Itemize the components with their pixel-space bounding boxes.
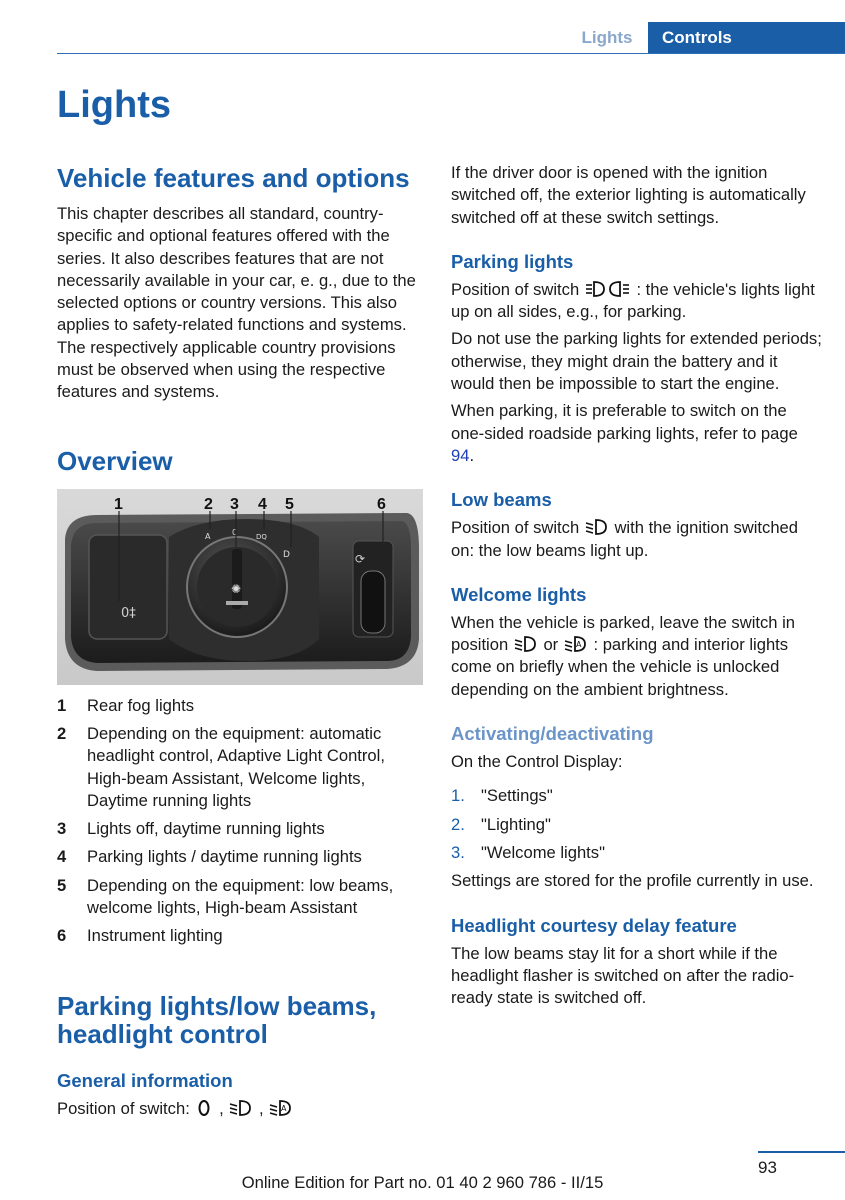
page-link[interactable]: 94 xyxy=(451,445,470,465)
low-beam-icon xyxy=(228,1099,254,1117)
paragraph-vehicle-features: This chapter describes all standard, country-specific and optional features offered with the series. It also describes features that are not necessarily available in your car, e. g., due to the selected options or country versions. This also applies to safety-related functions and systems. The respectively applicable country provisions must be observed when using the respective features and systems. xyxy=(57,204,416,402)
paragraph-courtesy-delay: The low beams stay lit for a short while if the headlight flasher is switched on after the radio-ready state is switched off. xyxy=(451,943,795,1008)
parking-pre: Position of switch xyxy=(451,279,580,299)
lights-off-icon xyxy=(194,1099,214,1117)
paragraph-driver-door: If the driver door is opened with the ignition switched off, the exterior lighting is automatically switched off at these switch settings. xyxy=(451,163,806,227)
paragraph-control-display: On the Control Display: xyxy=(451,752,623,772)
step-item xyxy=(451,842,823,864)
legend-item xyxy=(57,695,425,717)
step-item xyxy=(451,785,823,807)
photo-label-4: 4 xyxy=(258,495,267,513)
parking-post: : the vehicle's lights light up on all sides, e.g., for parking. xyxy=(451,279,815,322)
legend-number: 2 xyxy=(57,723,67,743)
photo-label-6: 6 xyxy=(377,495,386,513)
step-number: 2. xyxy=(451,814,465,834)
paragraph-parking-battery: Do not use the parking lights for extended periods; otherwise, they might drain the battery and it would then be impossible to start the engine. xyxy=(451,329,822,394)
heading-welcome-lights: Welcome lights xyxy=(451,583,587,605)
auto-headlight-icon xyxy=(563,635,589,653)
welcome-a: When the vehicle is parked, leave the switch in position xyxy=(451,612,796,655)
paragraph-general-information xyxy=(57,1098,425,1120)
legend-text: Rear fog lights xyxy=(87,695,194,715)
general-prefix: Position of switch: xyxy=(57,1098,190,1118)
paragraph-welcome-lights xyxy=(451,612,823,701)
general-sep: , xyxy=(258,1098,264,1118)
heading-low-beams: Low beams xyxy=(451,489,552,511)
heading-activating: Activating/deactivating xyxy=(451,723,654,745)
svg-text:⟳: ⟳ xyxy=(355,551,366,566)
step-text: "Welcome lights" xyxy=(481,842,605,862)
steps-list xyxy=(451,785,823,864)
legend-item xyxy=(57,925,425,947)
legend-text: Depending on the equipment: automatic headlight control, Adaptive Light Control, High-beam Assistant, Welcome lights, Daytime running lights xyxy=(87,723,385,810)
svg-text:DQ: DQ xyxy=(256,532,267,541)
left-column xyxy=(57,160,425,1120)
header-chapter-tab: Controls xyxy=(648,22,845,54)
low-post: with the ignition switched on: the low beams light up. xyxy=(451,518,799,560)
legend-number: 4 xyxy=(57,847,67,867)
header-section-tab: Lights xyxy=(581,28,633,47)
heading-vehicle-features: Vehicle features and options xyxy=(57,163,410,193)
heading-courtesy-delay: Headlight courtesy delay feature xyxy=(451,914,737,936)
heading-parking-lights: Parking lights xyxy=(451,250,574,272)
low-beam-icon xyxy=(513,635,539,653)
legend-number: 3 xyxy=(57,819,67,839)
step-number: 1. xyxy=(451,786,465,806)
legend-item xyxy=(57,818,425,840)
step-item xyxy=(451,814,823,836)
legend-number: 1 xyxy=(57,695,67,715)
welcome-or: or xyxy=(543,635,559,655)
photo-label-3: 3 xyxy=(230,495,239,513)
step-text: "Settings" xyxy=(481,786,553,806)
roadside-pre: When parking, it is preferable to switch on the one-sided roadside parking lights, refer to page xyxy=(451,401,798,443)
paragraph-parking-roadside xyxy=(451,400,823,467)
page-number: 93 xyxy=(758,1158,777,1177)
svg-text:0‡: 0‡ xyxy=(121,605,136,621)
legend-number: 6 xyxy=(57,926,67,946)
legend-item xyxy=(57,846,425,868)
svg-text:0: 0 xyxy=(232,527,238,537)
footer-edition: Online Edition for Part no. 01 40 2 960 786 - II/15 xyxy=(241,1173,604,1192)
svg-text:A: A xyxy=(281,1103,287,1113)
photo-label-1: 1 xyxy=(114,495,123,513)
light-switch-photo xyxy=(57,489,425,685)
heading-general-information: General information xyxy=(57,1069,233,1091)
paragraph-settings-stored: Settings are stored for the profile currently in use. xyxy=(451,871,814,891)
legend-item xyxy=(57,723,425,812)
paragraph-parking-switch xyxy=(451,279,823,324)
header-rule xyxy=(57,53,845,54)
legend-item xyxy=(57,875,425,920)
footer-rule xyxy=(758,1151,845,1153)
svg-text:✺: ✺ xyxy=(231,581,242,596)
heading-parking-low-beams: Parking lights/low beams, headlight control xyxy=(57,990,377,1049)
svg-text:A: A xyxy=(205,531,211,541)
right-column xyxy=(451,162,823,1009)
legend-number: 5 xyxy=(57,875,67,895)
low-pre: Position of switch xyxy=(451,518,580,538)
legend-text: Depending on the equipment: low beams, welcome lights, High-beam Assistant xyxy=(87,875,394,918)
paragraph-low-beams xyxy=(451,517,823,562)
legend-text: Parking lights / daytime running lights xyxy=(87,847,362,867)
step-number: 3. xyxy=(451,842,465,862)
low-beam-icon xyxy=(584,518,610,536)
roadside-post: . xyxy=(469,445,475,465)
heading-overview: Overview xyxy=(57,445,173,476)
photo-label-5: 5 xyxy=(285,495,294,513)
svg-text:D: D xyxy=(283,549,290,560)
photo-label-2: 2 xyxy=(204,495,213,513)
page-title: Lights xyxy=(57,84,171,126)
auto-headlight-icon xyxy=(268,1099,294,1117)
step-text: "Lighting" xyxy=(481,814,551,834)
legend-text: Lights off, daytime running lights xyxy=(87,819,325,839)
parking-lights-icon xyxy=(584,280,632,298)
svg-text:A: A xyxy=(575,640,582,650)
welcome-b: : parking and interior lights come on briefly when the vehicle is unlocked depending on the ambient brightness. xyxy=(451,635,789,699)
general-sep: , xyxy=(219,1098,224,1118)
overview-legend xyxy=(57,695,425,948)
legend-text: Instrument lighting xyxy=(87,926,223,946)
